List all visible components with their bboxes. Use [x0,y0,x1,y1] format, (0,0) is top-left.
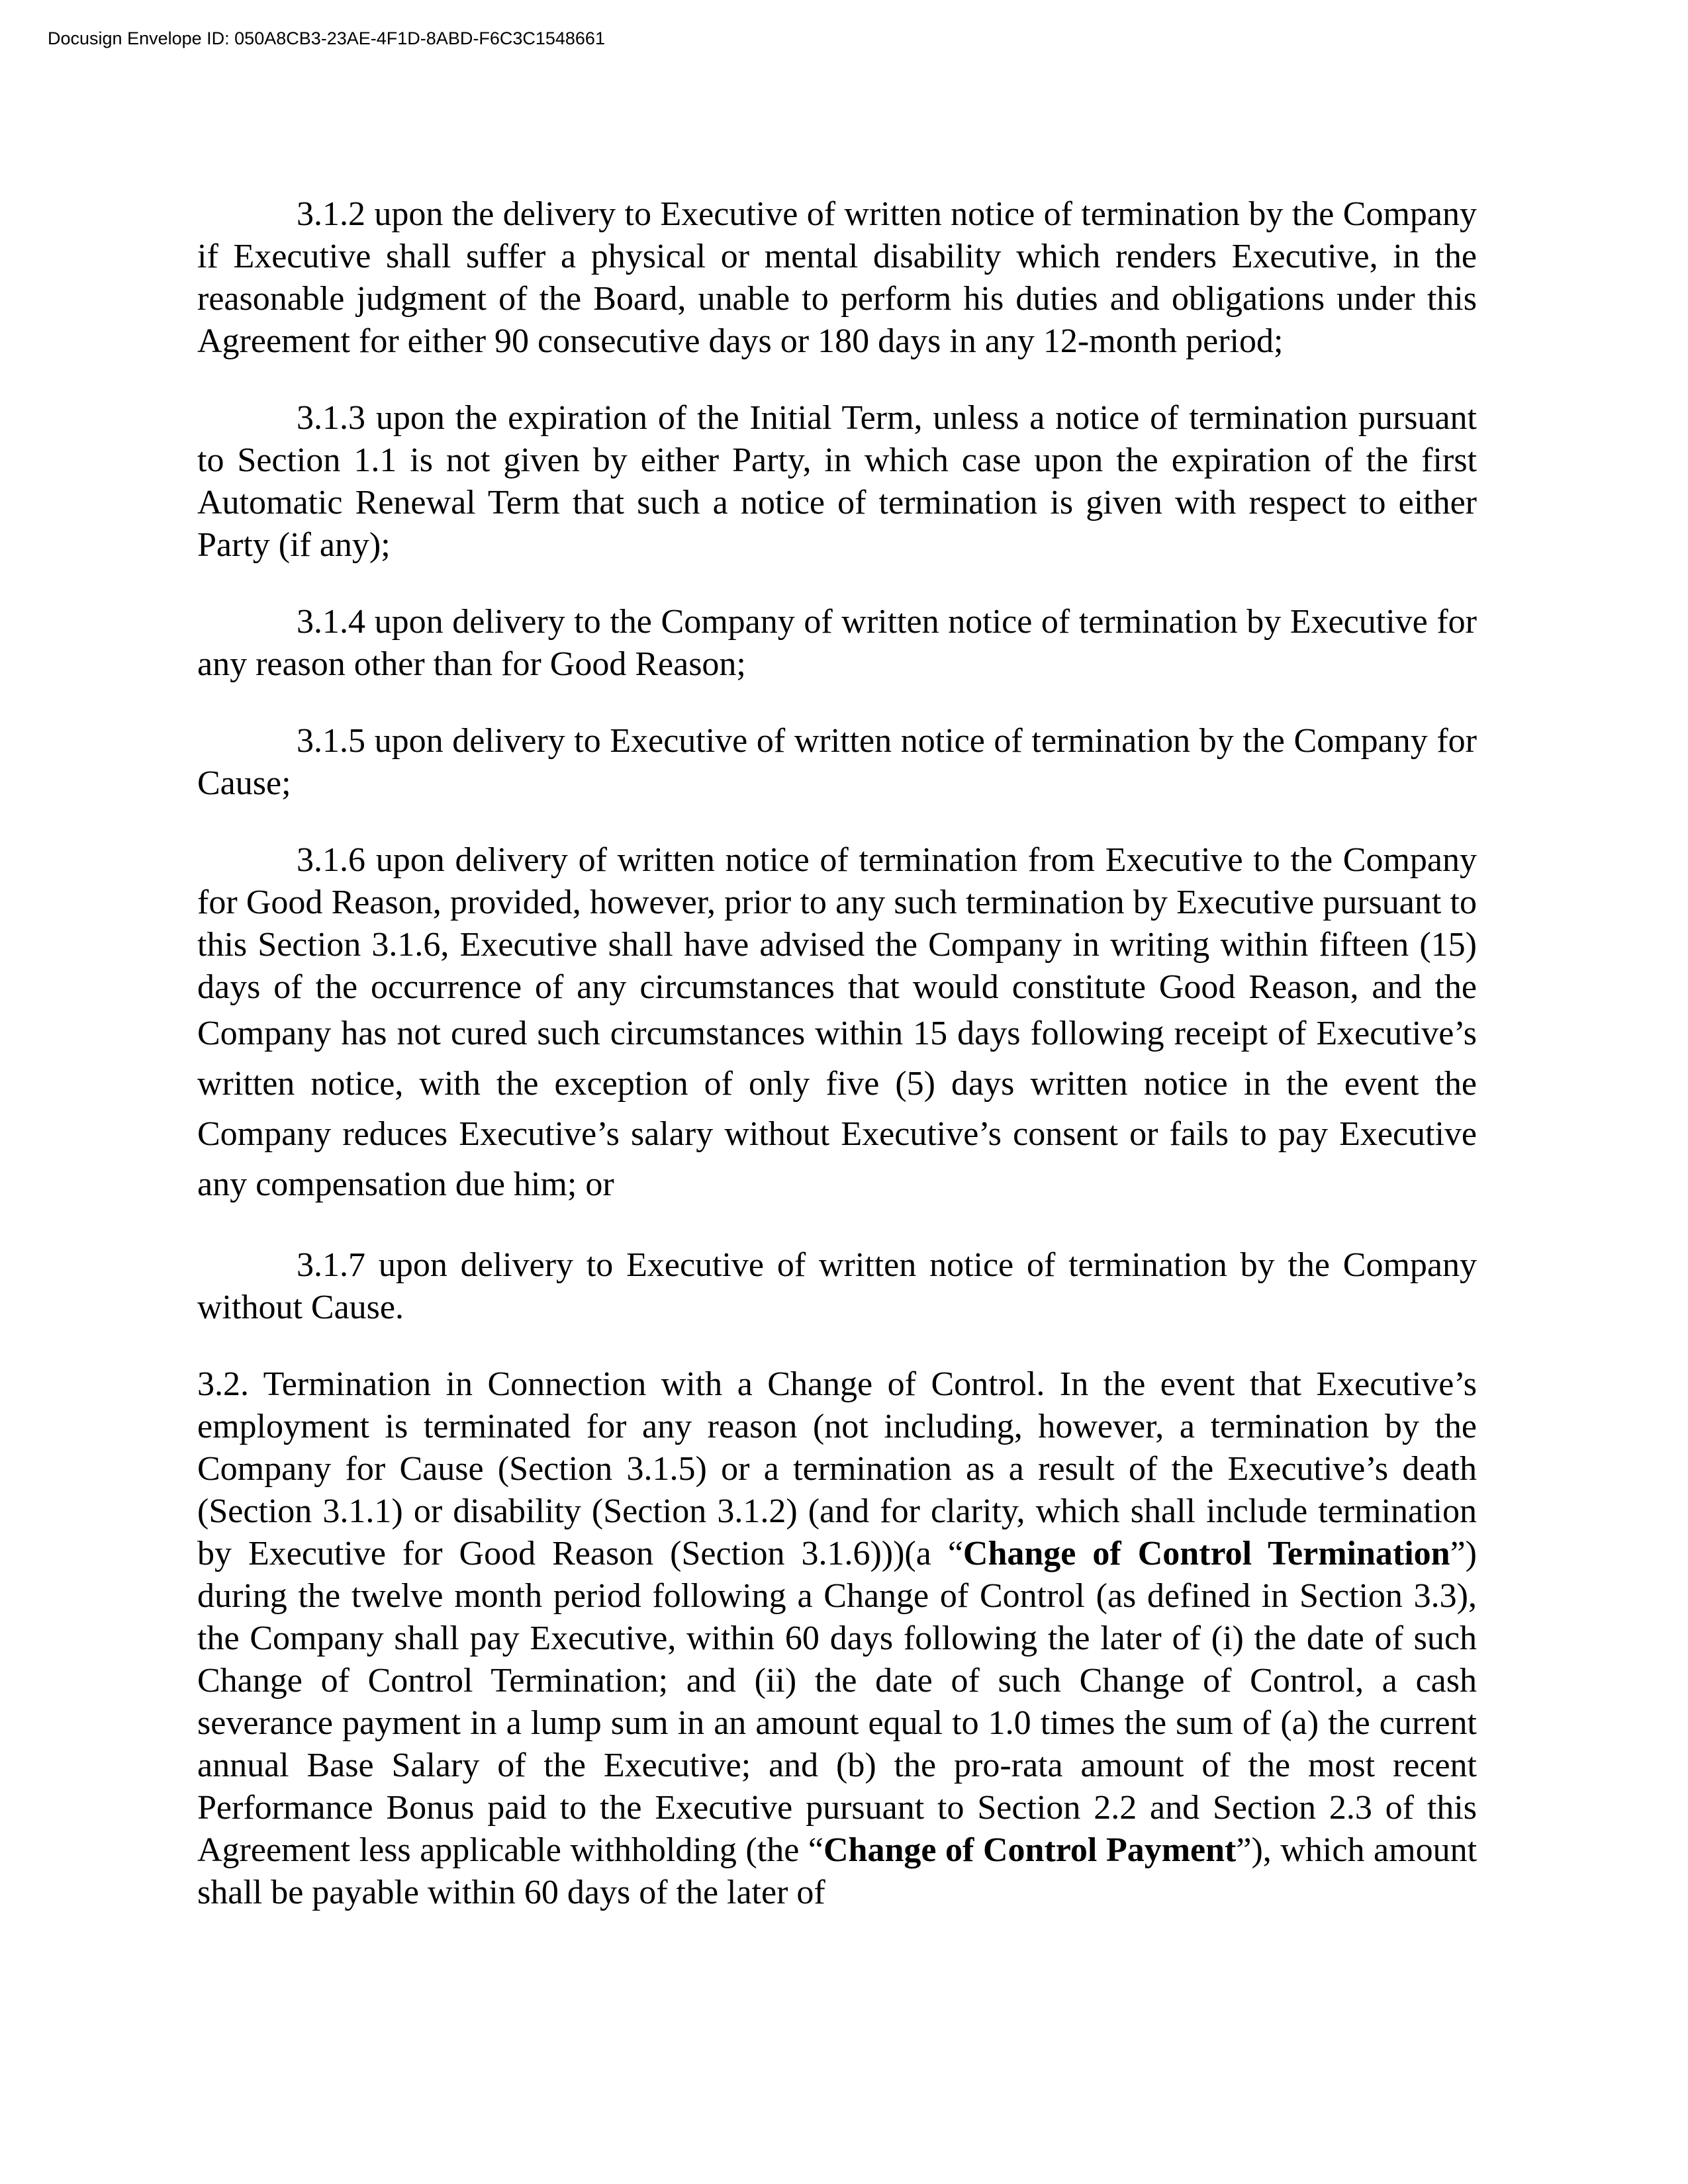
clause-3-1-3: 3.1.3 upon the expiration of the Initial Term, unless a notice of termination pursuant to Section 1.1 is not given by either Party, in which case upon the expiration of the first Automatic Renewal Term that such a notice of termination is given with respect to either Party (if any); [197,399,1477,564]
section-3-2-part-1: 3.2. Termination in Connection with a Change of Control. In the event that Executive’s employment is terminated for any reason (not including, however, a termination by the Company for Cause (Section 3.1.5) or a termination as a result of the Executive’s death (Section 3.1.1) or disability (Section 3.1.2) (and for clarity, which shall include termination by Executive for Good Reason (Section 3.1.6)))(a “ [197,1365,1477,1572]
clause-3-1-7: 3.1.7 upon delivery to Executive of written notice of termination by the Company without Cause. [197,1246,1477,1326]
section-3-2 [197,1363,1477,1914]
document-body [197,193,1477,1914]
section-3-2-part-2: ”) during the twelve month period following a Change of Control (as defined in Section 3.3), the Company shall pay Executive, within 60 days following the later of (i) the date of such Change of Control Termination; and (ii) the date of such Change of Control, a cash severance payment in a lump sum in an amount equal to 1.0 times the sum of (a) the current annual Base Salary of the Executive; and (b) the pro-rata amount of the most recent Performance Bonus paid to the Executive pursuant to Section 2.2 and Section 2.3 of this Agreement less applicable withholding (the “ [197,1535,1477,1869]
clause-3-1-5: 3.1.5 upon delivery to Executive of written notice of termination by the Company for Cause; [197,722,1477,802]
docusign-envelope-id: Docusign Envelope ID: 050A8CB3-23AE-4F1D-8ABD-F6C3C1548661 [48,28,605,48]
defined-term-change-of-control-payment: Change of Control Payment [823,1831,1237,1869]
defined-term-change-of-control-termination: Change of Control Termination [962,1535,1450,1572]
clause-3-1-6-text-a: 3.1.6 upon delivery of written notice of termination from Executive to the Company for Good Reason, provided, however, prior to any such termination by Executive pursuant to this Section 3.1.6, Executive shall have advised the Company in writing within fifteen (15) days of the occurrence of any circumstances that would constitute Good Reason, and the Company has not cured such circumstances within 15 [197,841,1477,1052]
clause-3-1-6 [197,839,1477,1210]
clause-3-1-6-text-b: days following receipt of Executive’s written notice, with the exception of only five (5) days written notice in the event the Company reduces Executive’s salary without Executive’s consent or fails to pay Executive any compensation due him; or [197,1015,1477,1203]
clause-3-1-4: 3.1.4 upon delivery to the Company of written notice of termination by Executive for any reason other than for Good Reason; [197,603,1477,683]
section-3-2-part-3: ”), which amount shall be payable within 60 days of the later of [197,1831,1477,1911]
clause-3-1-2: 3.1.2 upon the delivery to Executive of written notice of termination by the Company if Executive shall suffer a physical or mental disability which renders Executive, in the reasonable judgment of the Board, unable to perform his duties and obligations under this Agreement for either 90 consecutive days or 180 days in any 12-month period; [197,195,1477,360]
